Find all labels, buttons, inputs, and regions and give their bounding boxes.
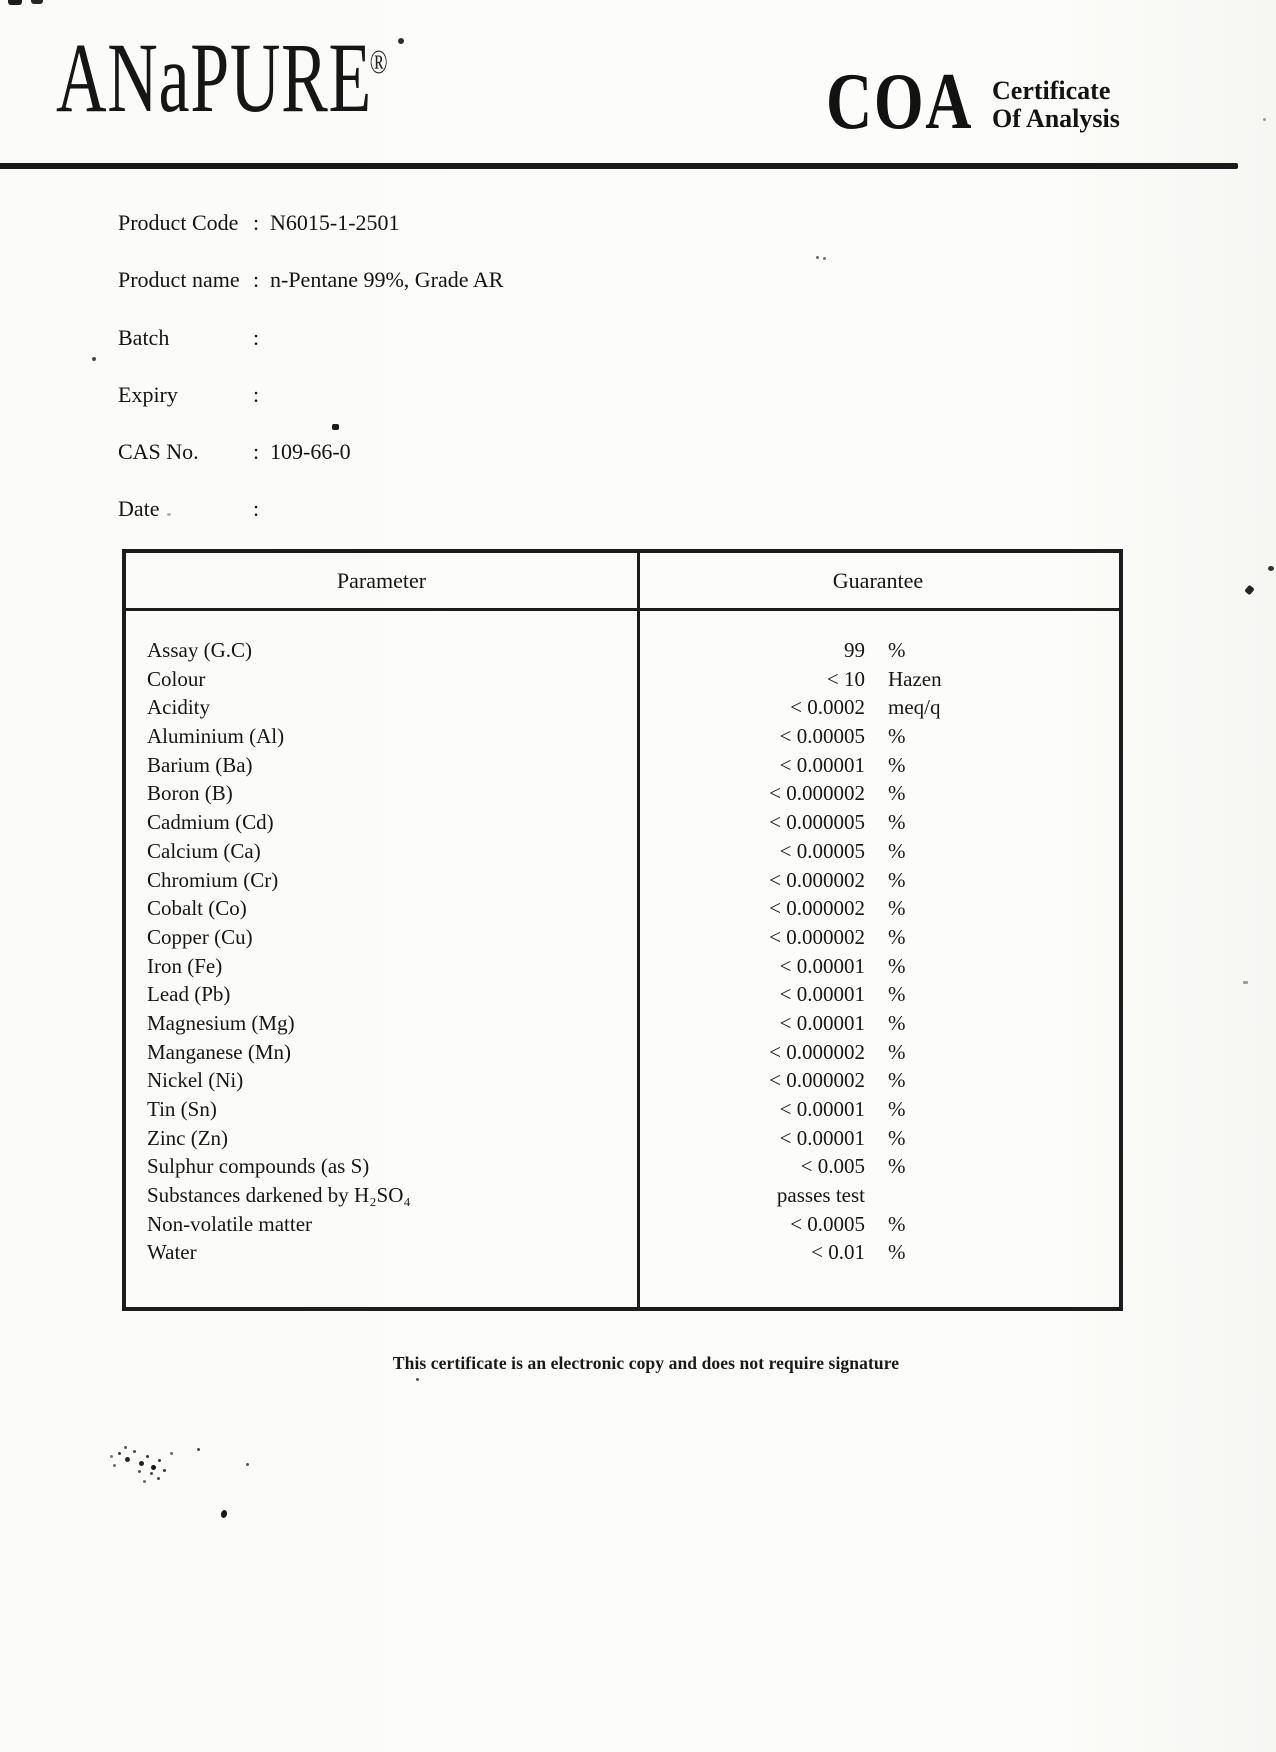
parameter-cell: Assay (G.C) xyxy=(147,638,252,662)
scan-artifact xyxy=(1243,981,1248,984)
meta-label: Product name xyxy=(118,267,240,293)
brand-logo-text: ANaPURE xyxy=(56,22,373,133)
guarantee-value: < 0.000002 xyxy=(769,781,865,806)
table-row xyxy=(126,1095,1119,1124)
table-row xyxy=(126,866,1119,895)
guarantee-value: < 0.00001 xyxy=(779,982,865,1007)
guarantee-value: < 0.00001 xyxy=(779,1125,865,1150)
scan-artifact xyxy=(220,1509,228,1518)
meta-row xyxy=(118,382,503,439)
guarantee-cell xyxy=(635,894,1119,923)
meta-label: Product Code xyxy=(118,210,239,235)
coa-title-line2: Of Analysis xyxy=(992,104,1120,133)
parameter-cell: Substances darkened by H₂SO₄ xyxy=(147,1183,411,1208)
guarantee-value: 99 xyxy=(843,638,865,662)
registered-trademark-icon: ® xyxy=(369,44,389,81)
column-header-parameter: Parameter xyxy=(336,568,427,593)
guarantee-value: < 0.0005 xyxy=(790,1211,865,1236)
meta-colon: : xyxy=(253,324,260,350)
meta-label: Date xyxy=(118,496,160,522)
guarantee-value: < 0.01 xyxy=(811,1240,865,1265)
table-row xyxy=(126,1066,1119,1095)
guarantee-unit: % xyxy=(887,1010,906,1035)
guarantee-cell xyxy=(635,1009,1119,1038)
table-row xyxy=(126,980,1119,1009)
guarantee-value: < 0.00001 xyxy=(779,752,865,777)
guarantee-cell xyxy=(635,866,1119,895)
meta-value: n-Pentane 99%, Grade AR xyxy=(270,267,504,293)
guarantee-value: < 0.000002 xyxy=(769,896,865,921)
scan-artifact xyxy=(92,357,96,361)
scan-artifact xyxy=(416,1378,419,1381)
guarantee-value: < 0.000002 xyxy=(769,1039,865,1064)
meta-row xyxy=(118,496,503,553)
parameter-cell: Zinc (Zn) xyxy=(147,1125,229,1150)
table-row xyxy=(126,837,1119,866)
guarantee-unit: % xyxy=(887,1240,906,1265)
product-meta xyxy=(118,210,503,554)
guarantee-value: < 0.0002 xyxy=(790,695,865,720)
column-header-guarantee: Guarantee xyxy=(832,568,924,593)
meta-colon: : xyxy=(253,210,260,235)
guarantee-value: < 0.000002 xyxy=(769,867,865,892)
meta-label: Expiry xyxy=(118,381,178,407)
table-row xyxy=(126,779,1119,808)
parameter-cell: Iron (Fe) xyxy=(147,953,223,978)
guarantee-value: < 0.00001 xyxy=(779,1097,865,1121)
parameter-cell: Lead (Pb) xyxy=(147,982,231,1007)
table-row xyxy=(126,722,1119,751)
scan-speckle-cluster xyxy=(0,0,3,3)
guarantee-cell xyxy=(635,751,1119,780)
guarantee-cell xyxy=(635,1210,1119,1239)
scan-artifact xyxy=(816,256,819,259)
meta-value: N6015-1-2501 xyxy=(270,210,400,235)
parameter-cell: Aluminium (Al) xyxy=(147,724,285,749)
guarantee-value: < 0.000002 xyxy=(769,924,865,949)
guarantee-unit: % xyxy=(887,982,906,1007)
guarantee-value: < 10 xyxy=(826,666,865,691)
guarantee-value: < 0.00001 xyxy=(779,1010,865,1035)
guarantee-unit: % xyxy=(887,638,906,662)
meta-value: 109-66-0 xyxy=(270,439,351,465)
table-row xyxy=(126,1152,1119,1181)
table-row xyxy=(126,1210,1119,1239)
guarantee-value: < 0.00005 xyxy=(779,724,865,749)
table-row xyxy=(126,693,1119,722)
coa-abbreviation: COA xyxy=(826,58,974,146)
table-row xyxy=(126,751,1119,780)
meta-row xyxy=(118,267,503,324)
table-header-row xyxy=(126,553,1119,608)
scan-artifact xyxy=(1244,585,1255,596)
guarantee-cell xyxy=(635,1066,1119,1095)
scan-artifact xyxy=(8,0,22,5)
parameter-cell: Water xyxy=(147,1240,197,1265)
meta-row xyxy=(118,325,503,382)
header-rule xyxy=(0,163,1238,169)
scan-artifact xyxy=(167,513,171,516)
guarantee-unit xyxy=(865,1181,888,1210)
guarantee-cell xyxy=(635,923,1119,952)
parameter-cell: Acidity xyxy=(147,695,210,720)
guarantee-unit: % xyxy=(887,896,906,921)
guarantee-unit: % xyxy=(887,810,906,835)
guarantee-cell xyxy=(635,636,1119,665)
scan-artifact xyxy=(398,38,404,44)
guarantee-unit: % xyxy=(887,1211,906,1236)
specification-table xyxy=(122,549,1123,1311)
parameter-cell: Calcium (Ca) xyxy=(147,838,261,863)
guarantee-cell xyxy=(635,1038,1119,1067)
guarantee-value: < 0.000005 xyxy=(769,810,865,835)
meta-colon: : xyxy=(253,381,260,407)
scan-artifact xyxy=(1268,566,1274,571)
table-row xyxy=(126,1238,1119,1267)
parameter-cell: Magnesium (Mg) xyxy=(147,1010,295,1035)
guarantee-unit: meq/q xyxy=(887,695,941,720)
meta-row xyxy=(118,210,503,267)
guarantee-cell xyxy=(635,722,1119,751)
guarantee-unit: % xyxy=(887,1039,906,1064)
guarantee-unit: % xyxy=(887,924,906,949)
table-row xyxy=(126,665,1119,694)
table-row xyxy=(126,808,1119,837)
table-row xyxy=(126,952,1119,981)
parameter-cell: Chromium (Cr) xyxy=(147,867,279,892)
guarantee-value: passes test xyxy=(776,1183,865,1208)
table-row xyxy=(126,1009,1119,1038)
brand-logo xyxy=(56,22,389,133)
guarantee-cell xyxy=(635,952,1119,981)
guarantee-unit: % xyxy=(887,953,906,978)
meta-colon: : xyxy=(253,496,260,522)
table-row xyxy=(126,636,1119,665)
coa-title-line1: Certificate xyxy=(992,76,1111,105)
table-row xyxy=(126,894,1119,923)
guarantee-unit: % xyxy=(887,1125,906,1150)
guarantee-cell xyxy=(635,1238,1119,1267)
parameter-cell: Copper (Cu) xyxy=(147,924,253,949)
meta-label: Batch xyxy=(118,324,170,350)
guarantee-unit: % xyxy=(887,1154,906,1179)
guarantee-cell xyxy=(635,1095,1119,1124)
guarantee-value: < 0.005 xyxy=(800,1154,865,1179)
guarantee-unit: % xyxy=(887,781,906,806)
meta-colon: : xyxy=(253,267,260,293)
parameter-cell: Colour xyxy=(147,666,206,691)
guarantee-cell xyxy=(635,1124,1119,1153)
table-row xyxy=(126,1038,1119,1067)
meta-colon: : xyxy=(253,439,260,465)
table-row xyxy=(126,1124,1119,1153)
table-body xyxy=(126,611,1119,1267)
parameter-cell: Boron (B) xyxy=(147,781,233,806)
coa-title xyxy=(992,77,1120,133)
meta-label: CAS No. xyxy=(118,439,199,465)
guarantee-value: < 0.00001 xyxy=(779,953,865,978)
guarantee-unit: % xyxy=(887,1068,906,1093)
footer-note: This certificate is an electronic copy and does not require signature xyxy=(392,1353,900,1373)
table-column-divider xyxy=(637,553,640,1307)
parameter-cell: Tin (Sn) xyxy=(147,1097,217,1121)
parameter-cell: Barium (Ba) xyxy=(147,752,253,777)
table-row xyxy=(126,1181,1119,1210)
parameter-cell: Cobalt (Co) xyxy=(147,896,247,921)
guarantee-unit: % xyxy=(887,867,906,892)
scan-artifact xyxy=(823,257,826,260)
table-row xyxy=(126,923,1119,952)
guarantee-unit: Hazen xyxy=(887,666,942,691)
guarantee-cell xyxy=(635,980,1119,1009)
parameter-cell: Cadmium (Cd) xyxy=(147,810,274,835)
guarantee-cell xyxy=(635,693,1119,722)
guarantee-unit: % xyxy=(887,838,906,863)
guarantee-unit: % xyxy=(887,752,906,777)
guarantee-value: < 0.000002 xyxy=(769,1068,865,1093)
parameter-cell: Nickel (Ni) xyxy=(147,1068,244,1093)
guarantee-unit: % xyxy=(887,1097,906,1121)
guarantee-cell xyxy=(635,665,1119,694)
guarantee-cell xyxy=(635,808,1119,837)
guarantee-value: < 0.00005 xyxy=(779,838,865,863)
parameter-cell: Manganese (Mn) xyxy=(147,1039,292,1064)
guarantee-cell xyxy=(635,1152,1119,1181)
scan-artifact xyxy=(1263,118,1266,121)
scan-artifact xyxy=(332,424,339,430)
guarantee-cell xyxy=(635,837,1119,866)
guarantee-cell xyxy=(635,1181,1119,1210)
guarantee-cell xyxy=(635,779,1119,808)
guarantee-unit: % xyxy=(887,724,906,749)
scan-artifact xyxy=(31,0,43,4)
parameter-cell: Non-volatile matter xyxy=(147,1211,313,1236)
meta-row xyxy=(118,439,503,496)
parameter-cell: Sulphur compounds (as S) xyxy=(147,1154,370,1179)
